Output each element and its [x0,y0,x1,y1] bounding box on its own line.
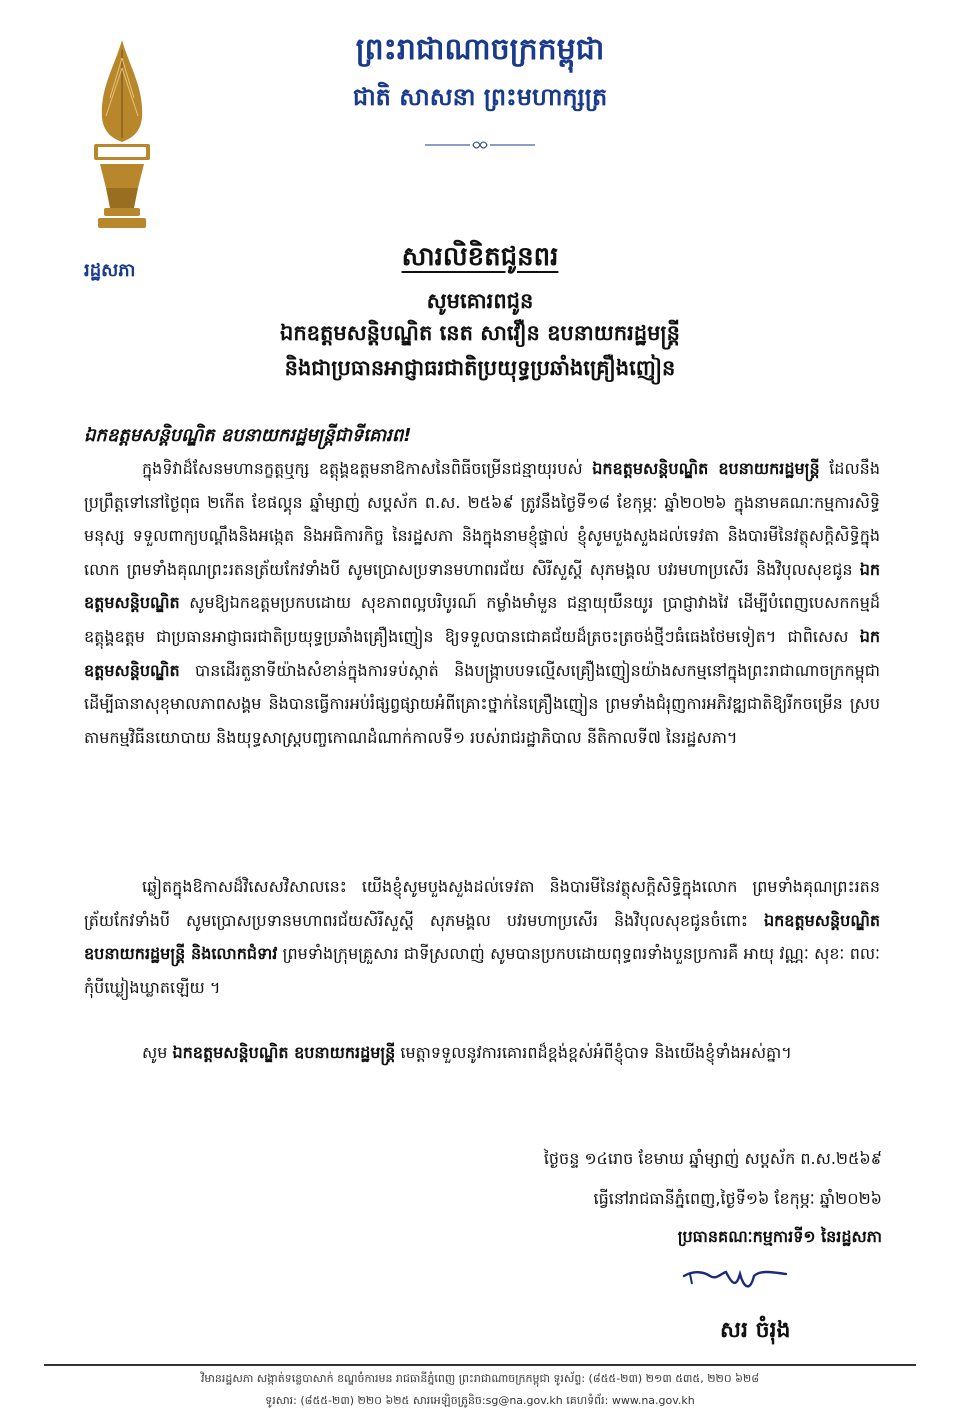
text-span: ព្រមទាំងក្រុមគ្រួសារ ជាទីស្រលាញ់ សូមបានប្រកបដោយពុទ្ធពរទាំងបួនប្រការគឺ អាយុ វណ្ណៈ សុខៈ ពលៈ កុំបីឃ្លៀងឃ្លាតឡើយ ។ [84,944,881,997]
signer-position: ប្រធានគណៈកម្មការទី១ នៃរដ្ឋសភា [677,1227,882,1246]
institution-label: រដ្ឋសភា [84,260,136,281]
footer-rule [44,1364,916,1366]
bold-span: ឯកឧត្តមសន្តិបណ្ឌិត ឧបនាយករដ្ឋមន្ត្រី [592,459,820,478]
bold-span: ឯកឧត្តមសន្តិបណ្ឌិត [84,626,880,680]
body-paragraph-1 [84,452,880,754]
ornament-divider-icon [425,140,535,150]
bold-span: ឯកឧត្តមសន្តិបណ្ឌិត ឧបនាយករដ្ឋមន្ត្រី និងលោកជំទាវ [84,910,880,964]
national-assembly-emblem-icon [92,38,152,233]
text-span: មេត្តាទទួលនូវការគោរពដ៏ខ្ពង់ខ្ពស់អំពីខ្ញុំបាទ និងយើងខ្ញុំទាំងអស់គ្នា។ [395,1043,792,1062]
motto-heading: ជាតិ សាសនា ព្រះមហាក្សត្រ [352,83,608,111]
signer-name: សរ ចំរុង [720,1318,791,1343]
place-and-date: ធ្វើនៅរាជធានីភ្នំពេញ,ថ្ងៃទី១៦ ខែកុម្ភៈ ឆ្នាំ២០២៦ [593,1189,882,1208]
text-span: សូមឱ្យឯកឧត្តមប្រកបដោយ សុខភាពល្អបរិបូរណ៍ កម្លាំងមាំមួន ជន្មាយុយឺនយូរ ប្រាជ្ញាវាងវៃ ដើម្បីបំពេញបេសកកម្មដ៏ឧត្តុង្គឧត្តម ជាប្រធានអាជ្ញាធរជាតិប្រយុទ្ធប្រឆាំងគ្រឿងញៀន ឱ្យទទួលបានជោគជ័យដ៏ត្រចះត្រចង់ថ្មីៗធំធេងថែមទៀត។ ជាពិសេស [84,593,880,646]
bold-span: ឯកឧត្តមសន្តិបណ្ឌិត ឧបនាយករដ្ឋមន្ត្រី [172,1043,396,1062]
body-paragraph-3 [84,1036,880,1070]
bold-span: ឯកឧត្តមសន្តិបណ្ឌិត [84,559,880,613]
text-span: ក្នុងទិវាដ៏សែនមហានក្ខត្តឬក្ស ឧត្តុង្គឧត្តមនាឱកាសនៃពិធីចម្រើនជន្មាយុរបស់ [142,459,593,478]
footer-contacts: ទូរសារ: (៨៥៥-២៣) ២២០ ៦២៥ សារអេឡិចត្រូនិច:sg@na.gov.kh គេហទំព័រ: www.na.gov.kh [265,1394,695,1407]
recipient-line-2: ឯកឧត្តមសន្តិបណ្ឌិត នេត សាវឿន ឧបនាយករដ្ឋមន្ត្រី [280,321,680,345]
recipient-line-3: និងជាប្រធានអាជ្ញាធរជាតិប្រយុទ្ធប្រឆាំងគ្រឿងញៀន [284,356,676,380]
lunar-date: ថ្ងៃចន្ទ ១៤រោច ខែមាឃ ឆ្នាំម្សាញ់ សប្តស័ក ព.ស.២៥៦៩ [543,1149,882,1168]
recipient-line-1: សូមគោរពជូន [426,289,534,313]
kingdom-heading: ព្រះរាជាណាចក្រកម្ពុជា [355,32,605,67]
letter-title: សារលិខិតជូនពរ [401,242,559,272]
text-span: បានដើរតួនាទីយ៉ាងសំខាន់ក្នុងការទប់ស្កាត់ និងបង្ក្រាបបទល្មើសគ្រឿងញៀនយ៉ាងសកម្មនៅក្នុងព្រះរាជាណាចក្រកម្ពុជា ដើម្បីធានាសុខុមាលភាពសង្គម និងបានធ្វើការអប់រំផ្សព្វផ្សាយអំពីគ្រោះថ្នាក់នៃគ្រឿងញៀន ព្រមទាំងជំរុញការអភិវឌ្ឍជាតិឱ្យរីកចម្រើន ស្របតាមកម្មវិធីនយោបាយ និងយុទ្ធសាស្ត្របញ្ចកោណដំណាក់កាលទី១ របស់រាជរដ្ឋាភិបាល នីតិកាលទី៧ នៃរដ្ឋសភា។ [84,660,880,747]
salutation: ឯកឧត្តមសន្តិបណ្ឌិត ឧបនាយករដ្ឋមន្ត្រីជាទីគោរព! [84,425,412,446]
text-span: ឆ្លៀតក្នុងឱកាសដ៏វិសេសវិសាលនេះ យើងខ្ញុំសូមបួងសួងដល់ទេវតា និងបារមីនៃវត្ថុសក្តិសិទ្ធិក្នុងលោក ព្រមទាំងគុណព្រះរតនត្រ័យកែវទាំងបី សូមប្រោសប្រទានមហាពរជ័យសិរីសួស្តី សុភមង្គល បវរមហាប្រសើរ និងវិបុលសុខជូនចំពោះ [84,877,880,930]
handwritten-signature-icon [680,1262,790,1302]
footer-address: វិមានរដ្ឋសភា សង្កាត់ទន្លេបាសាក់ ខណ្ឌចំការមន រាជធានីភ្នំពេញ ព្រះរាជាណាចក្រកម្ពុជា ទូរស័ព្ទ: (៨៥៥-២៣) ២១៣ ៥៣៥, ២២០ ៦២៨ [200,1372,760,1385]
text-span: សូម [142,1043,173,1062]
body-paragraph-2 [84,870,880,1004]
text-span: ដែលនឹងប្រព្រឹត្តទៅនៅថ្ងៃពុធ ២កើត ខែផល្គុន ឆ្នាំម្សាញ់ សប្តស័ក ព.ស. ២៥៦៩ ត្រូវនឹងថ្ងៃទី១៨ ខែកុម្ភៈ ឆ្នាំ២០២៦ ក្នុងនាមគណៈកម្មការសិទ្ធិមនុស្ស ទទួលពាក្យបណ្ដឹងនិងអង្កេត និងអធិការកិច្ច នៃរដ្ឋសភា និងក្នុងនាមខ្ញុំផ្ទាល់ ខ្ញុំសូមបួងសួងដល់ទេវតា និងបារមីនៃវត្ថុសក្តិសិទ្ធិក្នុងលោក ព្រមទាំងគុណព្រះរតនត្រ័យកែវទាំងបី សូមប្រោសប្រទានមហាពរជ័យ សិរីសួស្តី សុភមង្គល បវរមហាប្រសើរ និងវិបុលសុខជូន [84,459,881,579]
